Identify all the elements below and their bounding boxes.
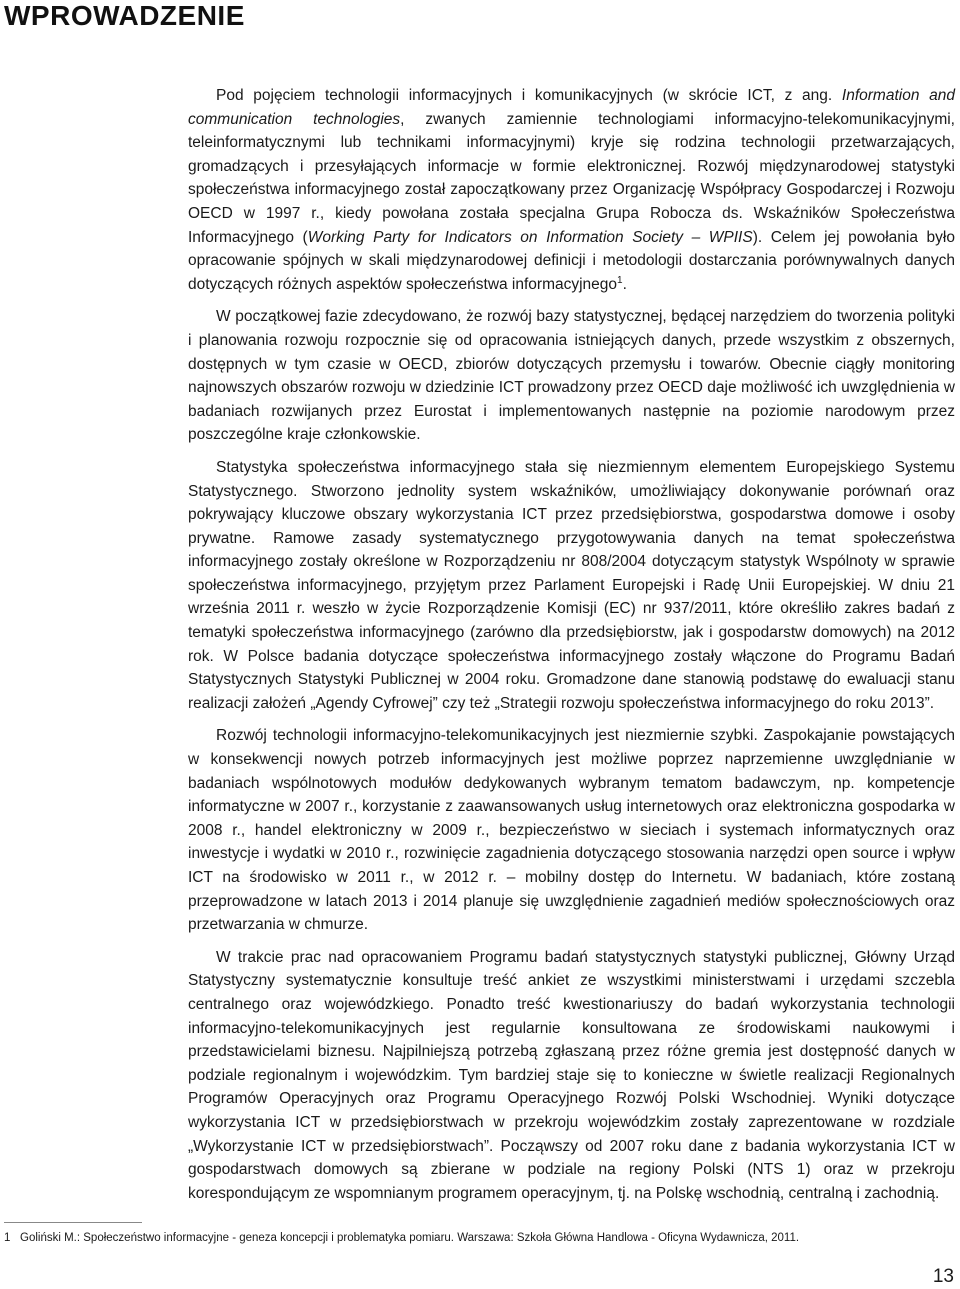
italic-text: Working Party for Indicators on Information Society – WPIIS	[307, 228, 753, 246]
italic-text: Information and communication technologies	[188, 87, 955, 128]
footnote-reference: 1	[617, 274, 623, 286]
text-segment: W początkowej fazie zdecydowano, że rozwój bazy statystycznej, będącej narzędziem do tworzenia polityki i planowania rozwoju rozpocznie się od opracowania istniejących danych, przede wszystkim z obszernych, dostępnych w tym czasie w OECD, zbiorów dotyczących przemysłu i towarów. Obecnie ciągły monitoring najnowszych obszarów rozwoju w dziedzinie ICT prowadzony przez OECD daje możliwość ich uwzględnienia w badaniach rozwijanych przez Eurostat i implementowanych następnie na poziomie narodowym przez poszczególne kraje członkowskie.	[188, 308, 955, 444]
footnote-number: 1	[4, 1232, 11, 1244]
page-number: 13	[932, 1266, 954, 1287]
text-segment: Statystyka społeczeństwa informacyjnego stała się niezmiennym elementem Europejskiego Systemu Statystycznego. Stworzono jednolity system wskaźników, umożliwiający dokonywanie porównań oraz pokrywający kluczowe obszary wykorzystania ICT przez przedsiębiorstwa, gospodarstwa domowe i osoby prywatne. Ramowe zasady systematycznego przygotowywania danych na temat społeczeństwa informacyjnego zostały określone w Rozporządzeniu nr 808/2004 dotyczącym statystyk Wspólnoty w sprawie społeczeństwa informacyjnego, przyjętym przez Parlament Europejski i Radę Unii Europejskiej. W dniu 21 września 2011 r. weszło w życie Rozporządzenie Komisji (EC) nr 937/2011, które określiło zakres badań z tematyki społeczeństwa informacyjnego (zarówno dla przedsiębiorstw, jak i gospodarstw domowych) na 2012 rok. W Polsce badania dotyczące społeczeństwa informacyjnego zostały włączone do Programu Badań Statystycznych Statystyki Publicznej w 2004 roku. Gromadzone dane stanowią podstawę do ewaluacji stanu realizacji założeń „Agendy Cyfrowej” czy też „Strategii rozwoju społeczeństwa informacyjnego do roku 2013”.	[188, 458, 955, 712]
text-segment: Pod pojęciem technologii informacyjnych i komunikacyjnych (w skrócie ICT, z ang.	[216, 87, 842, 104]
paragraph	[188, 84, 955, 296]
text-segment: ). Celem jej powołania było opracowanie spójnych w skali międzynarodowej definicji i metodologii dostarczania porównywalnych danych dotyczących różnych aspektów społeczeństwa informacyjnego	[188, 228, 955, 293]
body-text	[188, 84, 955, 1214]
footnote-text: Goliński M.: Społeczeństwo informacyjne - geneza koncepcji i problematyka pomiaru. Warszawa: Szkoła Główna Handlowa - Oficyna Wydawnicza, 2011.	[20, 1232, 800, 1244]
paragraph	[188, 456, 955, 716]
text-segment: W trakcie prac nad opracowaniem Programu badań statystycznych statystyki publicznej, Główny Urząd Statystyczny systematycznie konsultuje treść ankiet ze wszystkimi ministerstwami i urzędami szczebla centralnego oraz wojewódzkiego. Ponadto treść kwestionariuszy do badań wykorzystania technologii informacyjno-telekomunikacyjnych jest regularnie konsultowana ze środowiskami naukowymi i przedstawicielami biznesu. Najpilniejszą potrzebą zgłaszaną przez różne gremia jest dostępność danych w podziale regionalnym i wojewódzkim. Tym bardziej staje się to konieczne w świetle realizacji Regionalnych Programów Operacyjnych oraz Programu Operacyjnego Rozwój Polski Wschodniej. Wyniki dotyczące wykorzystania ICT w przedsiębiorstwach w przekroju wojewódzkim zostały zaprezentowane w rozdziale „Wykorzystanie ICT w przedsiębiorstwach”. Począwszy od 2007 roku dane z badania wykorzystania ICT w gospodarstwach domowych są zbierane w podziale na regiony Polski (NTS 1) oraz w przekroju korespondującym ze wspomnianym programem operacyjnym, tj. na Polskę wschodnią, centralną i zachodnią.	[188, 948, 955, 1202]
paragraph	[188, 305, 955, 447]
page-heading: WPROWADZENIE	[4, 0, 245, 31]
text-segment: .	[622, 275, 627, 293]
paragraph	[188, 946, 955, 1206]
footnote-separator	[4, 1222, 142, 1223]
text-segment: Rozwój technologii informacyjno-telekomunikacyjnych jest niezmiernie szybki. Zaspokajanie powstających w konsekwencji nowych potrzeb informacyjnych jest możliwe poprzez naprzemienne uwzględnianie w badaniach wspólnotowych modułów dedykowanych wybranym tematom badawczym, np. kompetencje informatyczne w 2007 r., korzystanie z zaawansowanych usług internetowych oraz elektroniczna gospodarka w 2008 r., handel elektroniczny w 2009 r., bezpieczeństwo w sieciach i systemach informatycznych oraz inwestycje i wydatki w 2010 r., rozwinięcie zagadnienia dotyczącego stosowania narzędzi open source i wpływ ICT na środowisko w 2011 r., w 2012 r. – mobilny dostęp do Internetu. W badaniach, które zostaną przeprowadzone w latach 2013 i 2014 planuje się uwzględnienie zagadnień mediów społecznościowych oraz przetwarzania w chmurze.	[188, 727, 955, 934]
paragraph	[188, 724, 955, 936]
footnote	[4, 1230, 954, 1246]
text-segment: , zwanych zamiennie technologiami informacyjno-telekomunikacyjnymi, teleinformatycznymi lub technikami informacyjnymi) kryje się rodzina technologii przetwarzających, gromadzących i przesyłających informacje w formie elektronicznej. Rozwój międzynarodowej statystyki społeczeństwa informacyjnego został zapoczątkowany przez Organizację Współpracy Gospodarczej i Rozwoju OECD w 1997 r., kiedy powołana została specjalna Grupa Robocza ds. Wskaźników Społeczeństwa Informacyjnego (	[188, 110, 955, 246]
